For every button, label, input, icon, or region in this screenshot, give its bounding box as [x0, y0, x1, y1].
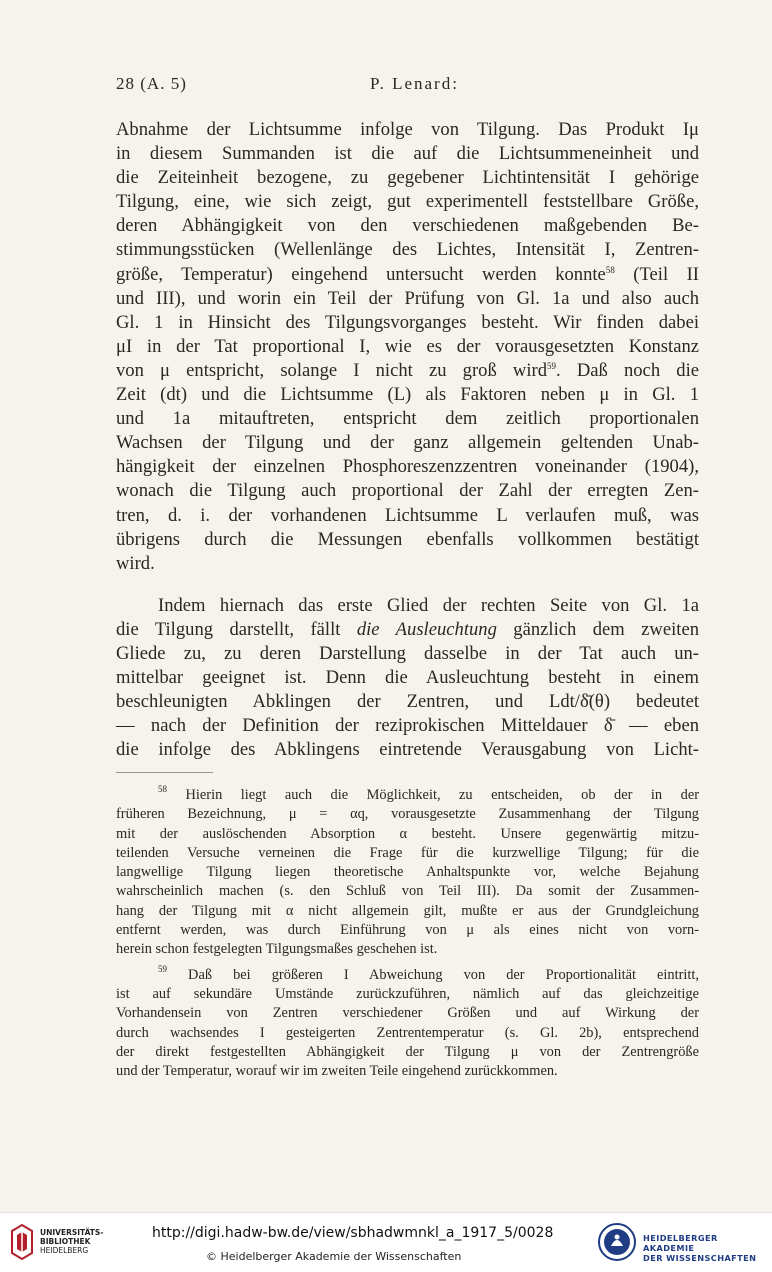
text-line: die infolge des Abklingens eintretende Verausgabung von Licht- — [116, 739, 699, 761]
text-line-with-emphasis — [116, 618, 699, 642]
text-line: Abnahme der Lichtsumme infolge von Tilgung. Das Produkt Iμ — [116, 119, 699, 140]
footnote-59-line: ist auf sekundäre Umstände zurückzuführen, nämlich auf das gleichzeitige — [116, 985, 699, 1002]
footnote-58-line: herein schon festgelegten Tilgungsmaßes geschehen ist. — [116, 941, 438, 958]
page-number: 28 (A. 5) — [116, 74, 187, 93]
footnote-58-line: hang der Tilgung mit α nicht allgemein gilt, mußte er aus der Grundgleichung — [116, 902, 699, 919]
text-line: tren, d. i. der vorhandenen Lichtsumme L verlaufen muß, was — [116, 504, 699, 526]
ub-line: HEIDELBERG — [40, 1246, 89, 1255]
text-line: Indem hiernach das erste Glied der rechten Seite von Gl. 1a — [158, 594, 699, 616]
footnote-ref-59: 59 — [547, 360, 557, 371]
text-line-with-ref59 — [116, 359, 699, 383]
text-line: übrigens durch die Messungen ebenfalls vollkommen bestätigt — [116, 528, 699, 550]
text-line: Wachsen der Tilgung und der ganz allgemein geltenden Unab- — [116, 432, 699, 454]
footnote-ref-58: 58 — [605, 264, 615, 275]
footnote-59-line: Vorhandensein von Zentren verschiedener Größen und auf Wirkung der — [116, 1005, 699, 1022]
university-library-label — [40, 1228, 103, 1255]
footnote-59-line — [116, 963, 699, 985]
viewer-footer — [0, 1212, 772, 1272]
text-line: und III), und worin ein Teil der Prüfung von Gl. 1a und also auch — [116, 287, 699, 309]
text-fragment: Daß bei größeren I Abweichung von der Proportionalität eintritt, — [167, 966, 699, 983]
emphasized-term: die Ausleuchtung — [356, 618, 497, 640]
text-line: mittelbar geeignet ist. Denn die Ausleuchtung besteht in einem — [116, 667, 699, 689]
footnote-divider — [116, 772, 213, 773]
text-line: und 1a mitauftreten, entspricht dem zeitlich proportionalen — [116, 408, 699, 430]
text-line: Zeit (dt) und die Lichtsumme (L) als Faktoren neben μ in Gl. 1 — [116, 384, 699, 406]
footnote-58-line: teilenden Versuche verneinen die Frage für die kurzwellige Tilgung; für die — [116, 844, 699, 861]
text-line: Gliede zu, zu deren Darstellung dasselbe in der Tat auch un- — [116, 642, 699, 664]
footnote-59-marker: 59 — [158, 963, 167, 974]
footnote-58-line — [116, 786, 699, 805]
academy-line: HEIDELBERGER AKADEMIE — [643, 1233, 718, 1253]
footnote-58-line: wahrscheinlich machen (s. den Schluß von Teil III). Da somit der Zusammen- — [116, 883, 699, 900]
copyright-notice: © Heidelberger Akademie der Wissenschaften — [206, 1250, 462, 1263]
text-line: Gl. 1 in Hinsicht des Tilgungsvorganges besteht. Wir finden dabei — [116, 311, 699, 333]
academy-seal-icon — [597, 1222, 637, 1262]
footnote-58-marker: 58 — [158, 784, 167, 794]
academy-line: DER WISSENSCHAFTEN — [643, 1253, 757, 1263]
footnotes — [116, 786, 699, 1081]
text-fragment: größe, Temperatur) eingehend untersucht werden konnte — [116, 263, 606, 285]
text-line: μI in der Tat proportional I, wie es der vorausgesetzten Konstanz — [116, 335, 699, 357]
footnote-59-line: durch wachsendes I gesteigerten Zentrentemperatur (s. Gl. 2b), entsprechend — [116, 1024, 699, 1041]
main-text — [116, 118, 699, 762]
text-line: in diesem Summanden ist die auf die Lichtsummeneinheit und — [116, 143, 699, 165]
text-line: die Zeiteinheit bezogene, zu gegebener Lichtintensität I gehörige — [116, 167, 699, 189]
permalink-url[interactable]: http://digi.hadw-bw.de/view/sbhadwmnkl_a_1917_5/0028 — [152, 1225, 554, 1241]
ub-line: UNIVERSITÄTS- — [40, 1228, 104, 1237]
footnote-59-line: der direkt festgestellten Abhängigkeit der Tilgung μ von der Zentrengröße — [116, 1043, 699, 1060]
text-line: wird. — [116, 552, 155, 574]
text-fragment: (Teil II — [614, 263, 699, 285]
text-fragment: . Daß noch die — [556, 359, 699, 381]
text-line: stimmungsstücken (Wellenlänge des Lichtes, Intensität I, Zentren- — [116, 239, 699, 261]
text-line: beschleunigten Abklingen der Zentren, und Ldt/δ̄(θ) bedeutet — [116, 691, 699, 713]
ub-line: BIBLIOTHEK — [40, 1237, 91, 1246]
text-line: — nach der Definition der reziprokischen Mitteldauer δ̄ — eben — [116, 715, 699, 737]
text-fragment: von μ entspricht, solange I nicht zu groß wird — [116, 359, 548, 381]
text-line: wonach die Tilgung auch proportional der Zahl der erregten Zen- — [116, 480, 699, 502]
text-line: deren Abhängigkeit von den verschiedenen maßgebenden Be- — [116, 215, 699, 237]
footnote-59-line: und der Temperatur, worauf wir im zweiten Teile eingehend zurückkommen. — [116, 1063, 558, 1080]
text-line-with-ref58 — [116, 263, 699, 287]
footnote-58-line: mit der auslöschenden Absorption α besteht. Unsere gegenwärtig mitzu- — [116, 825, 699, 842]
text-fragment: Hierin liegt auch die Möglichkeit, zu entscheiden, ob der in der — [167, 787, 699, 803]
footnote-58-line: langwellige Tilgung liegen theoretische Anhaltspunkte vor, welche Bejahung — [116, 864, 699, 881]
text-fragment: gänzlich dem zweiten — [496, 618, 699, 640]
university-library-logo-icon — [8, 1223, 36, 1261]
text-line: Tilgung, eine, wie sich zeigt, gut experimentell feststellbare Größe, — [116, 191, 699, 213]
footnote-58-line: früheren Bezeichnung, μ = αq, vorausgesetzte Zusammenhang der Tilgung — [116, 806, 699, 823]
academy-label — [643, 1233, 772, 1263]
text-line: hängigkeit der einzelnen Phosphoreszenzzentren voneinander (1904), — [116, 456, 699, 478]
text-fragment: die Tilgung darstellt, fällt — [116, 618, 357, 640]
footnote-58-line: entfernt werden, was durch Einführung von μ als eines nicht von vorn- — [116, 922, 699, 939]
running-author: P. Lenard: — [370, 74, 459, 93]
